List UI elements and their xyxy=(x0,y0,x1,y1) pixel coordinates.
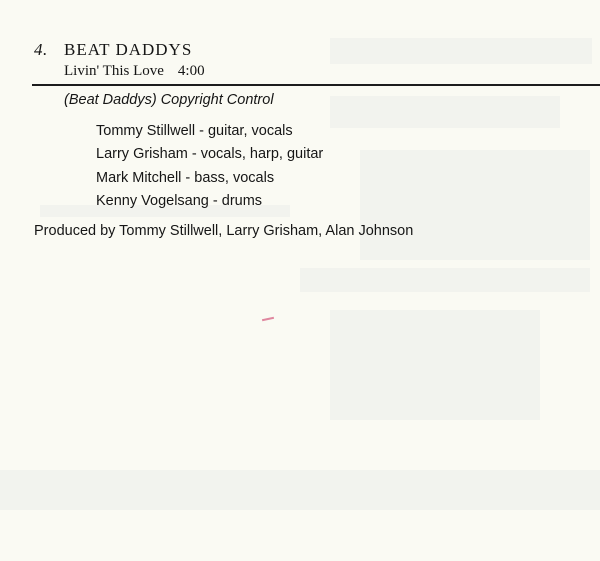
track-number: 4. xyxy=(34,40,48,59)
ink-mark xyxy=(262,317,274,321)
personnel-item: Larry Grisham - vocals, harp, guitar xyxy=(96,146,324,163)
divider-rule xyxy=(32,84,600,86)
track-heading xyxy=(34,40,192,60)
track-artist: BEAT DADDYS xyxy=(64,40,193,59)
track-duration: 4:00 xyxy=(177,63,205,79)
personnel-list xyxy=(96,120,323,213)
personnel-item: Mark Mitchell - bass, vocals xyxy=(96,169,275,186)
personnel-item: Tommy Stillwell - guitar, vocals xyxy=(96,123,293,139)
track-title-line xyxy=(64,63,205,80)
track-title: Livin' This Love xyxy=(64,63,164,79)
producer-credit: Produced by Tommy Stillwell, Larry Grisham, Alan Johnson xyxy=(34,223,414,239)
personnel-item: Kenny Vogelsang - drums xyxy=(96,192,263,209)
publisher-credit: (Beat Daddys) Copyright Control xyxy=(64,92,274,108)
